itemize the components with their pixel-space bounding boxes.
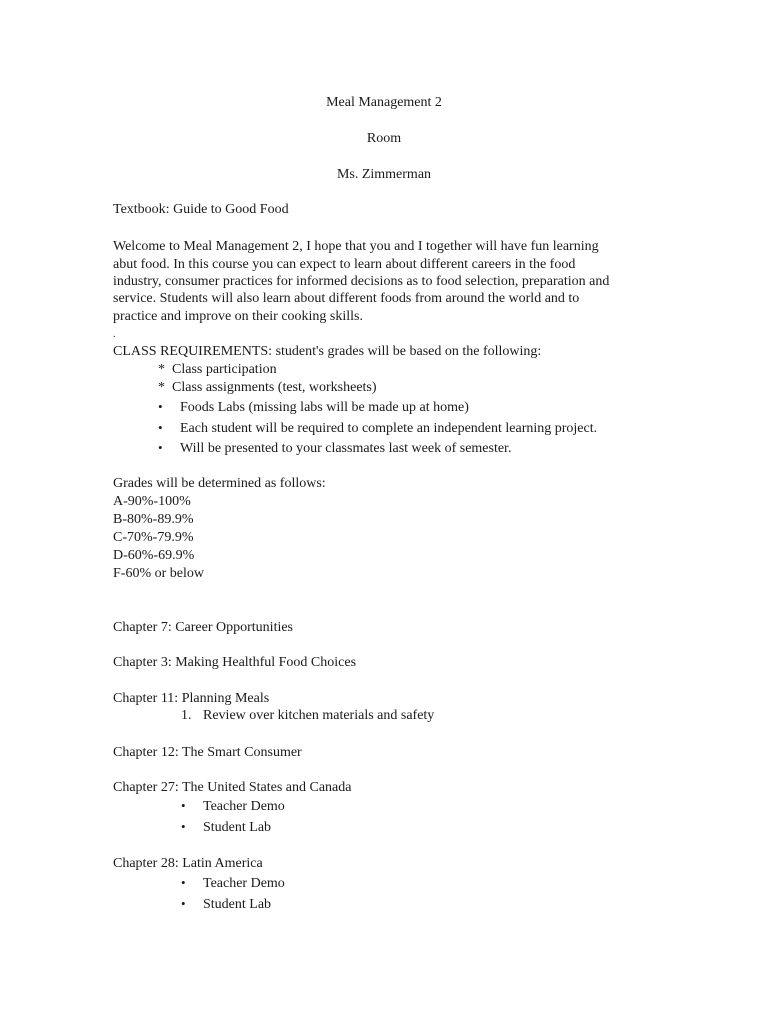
list-item-text: Student Lab [203, 897, 272, 912]
bullet-icon: • [158, 440, 163, 455]
list-item [158, 398, 469, 417]
chapter-heading: Chapter 11: Planning Meals [113, 691, 270, 706]
paragraph-line: service. Students will also learn about different foods from around the world and to [113, 291, 580, 306]
bullet-icon: • [158, 399, 163, 414]
chapter-heading: Chapter 3: Making Healthful Food Choices [113, 655, 357, 670]
bullet-icon: • [181, 875, 186, 890]
list-item-text: Class participation [172, 362, 277, 377]
grade-row: A-90%-100% [113, 494, 191, 509]
textbook-line: Textbook: Guide to Good Food [113, 202, 289, 217]
list-item [181, 818, 271, 837]
grade-row: C-70%-79.9% [113, 530, 194, 545]
bullet-icon: • [181, 798, 186, 813]
chapter-heading: Chapter 27: The United States and Canada [113, 780, 352, 795]
list-item [181, 874, 285, 893]
room-line: Room [366, 131, 402, 146]
list-item-text: Will be presented to your classmates last week of semester. [180, 441, 512, 456]
grade-row: D-60%-69.9% [113, 548, 195, 563]
list-item [158, 379, 377, 397]
paragraph-line: practice and improve on their cooking skills. [113, 309, 363, 324]
list-item [181, 895, 271, 914]
list-item [181, 797, 285, 816]
list-item [158, 361, 277, 379]
list-item [158, 419, 597, 438]
grades-heading: Grades will be determined as follows: [113, 476, 326, 491]
list-item-text: Class assignments (test, worksheets) [172, 380, 377, 395]
stray-period: . [113, 329, 116, 340]
bullet-icon: • [181, 819, 186, 834]
asterisk-bullet-icon: * [158, 362, 165, 377]
paragraph-line: Welcome to Meal Management 2, I hope that you and I together will have fun learning [113, 239, 599, 254]
paragraph-line: industry, consumer practices for informed decisions as to food selection, preparation and [113, 274, 610, 289]
asterisk-bullet-icon: * [158, 380, 165, 395]
list-item [158, 439, 511, 458]
chapter-heading: Chapter 28: Latin America [113, 856, 263, 871]
requirements-heading: CLASS REQUIREMENTS: student's grades will be based on the following: [113, 344, 542, 359]
list-item-text: Student Lab [203, 820, 272, 835]
list-item-text: Teacher Demo [203, 876, 285, 891]
list-number: 1. [181, 708, 192, 723]
chapter-heading: Chapter 12: The Smart Consumer [113, 745, 302, 760]
list-item-text: Each student will be required to complete an independent learning project. [180, 421, 598, 436]
paragraph-line: abut food. In this course you can expect to learn about different careers in the food [113, 257, 576, 272]
grade-row: F-60% or below [113, 566, 204, 581]
list-item-text: Teacher Demo [203, 799, 285, 814]
bullet-icon: • [158, 420, 163, 435]
grade-row: B-80%-89.9% [113, 512, 194, 527]
list-item [181, 707, 434, 725]
teacher-name: Ms. Zimmerman [336, 167, 432, 182]
bullet-icon: • [181, 896, 186, 911]
list-item-text: Foods Labs (missing labs will be made up at home) [180, 400, 469, 415]
list-item-text: Review over kitchen materials and safety [203, 708, 435, 723]
chapter-heading: Chapter 7: Career Opportunities [113, 620, 294, 635]
document-title: Meal Management 2 [326, 95, 442, 110]
